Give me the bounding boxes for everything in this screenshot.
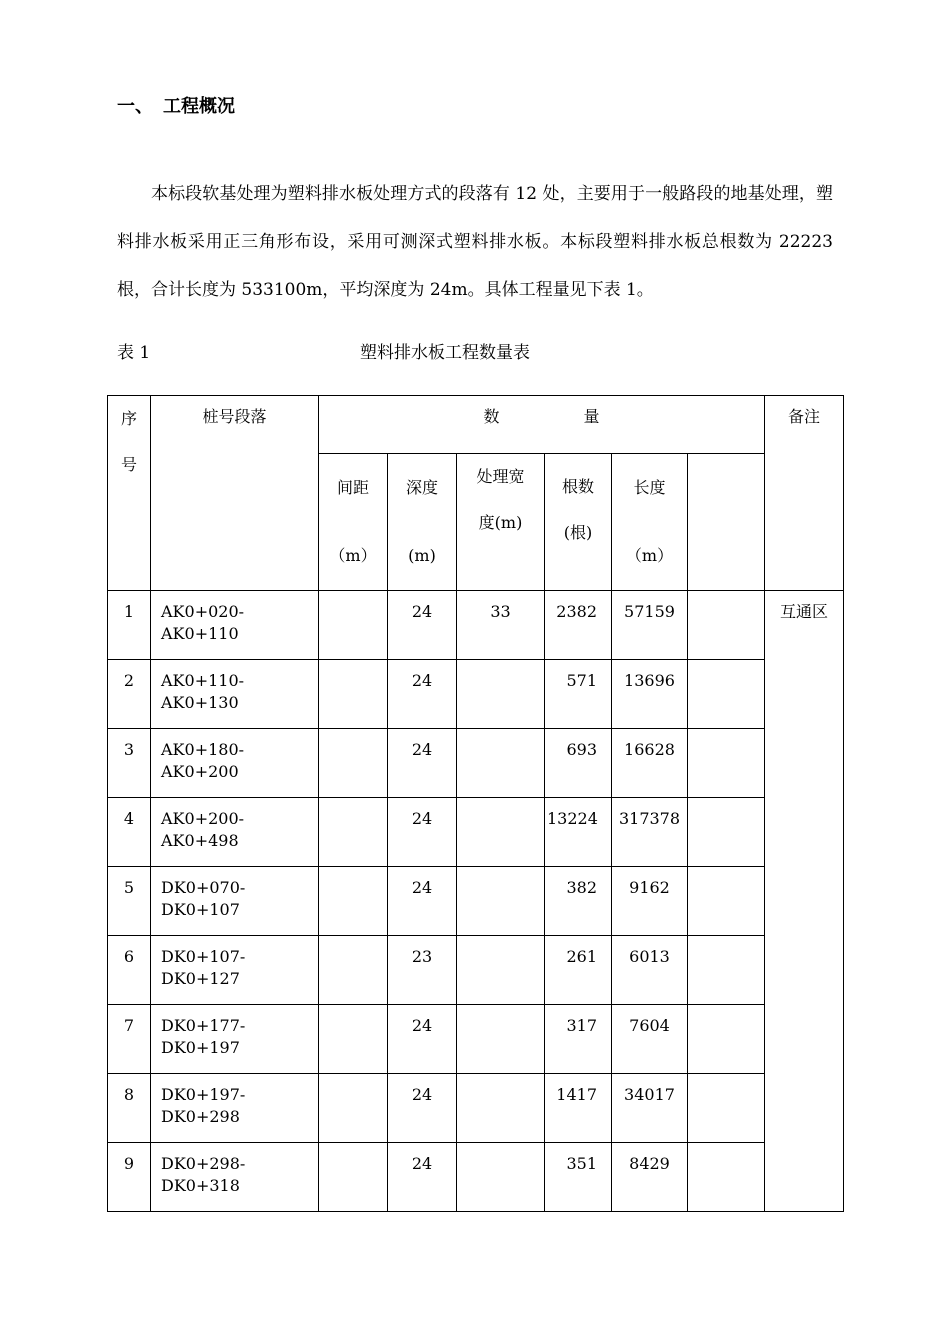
cell-seq: 8: [108, 1074, 151, 1143]
cell-station: DK0+070-DK0+107: [151, 867, 319, 936]
cell-width: [457, 660, 545, 729]
cell-extra: [688, 729, 765, 798]
table-title: 塑料排水板工程数量表: [360, 343, 530, 363]
cell-station: AK0+020-AK0+110: [151, 591, 319, 660]
cell-extra: [688, 798, 765, 867]
cell-depth: 24: [388, 1005, 457, 1074]
header-count: [545, 454, 612, 591]
header-depth-line2: (m): [408, 546, 436, 565]
cell-length: 9162: [612, 867, 688, 936]
header-width-line1: 处理宽: [476, 467, 525, 486]
header-spacing-line2: （m）: [329, 546, 377, 565]
cell-station: DK0+177-DK0+197: [151, 1005, 319, 1074]
cell-count: 571: [545, 660, 612, 729]
cell-extra: [688, 591, 765, 660]
header-seq: [108, 396, 151, 591]
section-title: 工程概况: [163, 96, 235, 117]
header-spacing-line1: 间距: [336, 478, 369, 497]
header-row-1: [108, 396, 844, 454]
cell-count: 2382: [545, 591, 612, 660]
table-row: [108, 1143, 844, 1212]
table-row: [108, 660, 844, 729]
header-length: [612, 454, 688, 591]
table-row: [108, 798, 844, 867]
header-width-line2: 度(m): [478, 513, 523, 532]
cell-length: 6013: [612, 936, 688, 1005]
cell-depth: 24: [388, 1074, 457, 1143]
cell-extra: [688, 936, 765, 1005]
header-spacing: [319, 454, 388, 591]
cell-seq: 2: [108, 660, 151, 729]
cell-depth: 24: [388, 1143, 457, 1212]
table-label: 表 1: [117, 343, 151, 363]
header-count-line1: 根数: [561, 477, 594, 496]
overview-paragraph: [117, 170, 833, 314]
cell-length: 13696: [612, 660, 688, 729]
cell-depth: 24: [388, 660, 457, 729]
cell-length: 8429: [612, 1143, 688, 1212]
cell-length: 7604: [612, 1005, 688, 1074]
cell-depth: 24: [388, 729, 457, 798]
cell-spacing: [319, 660, 388, 729]
cell-depth: 24: [388, 798, 457, 867]
cell-count: 693: [545, 729, 612, 798]
cell-seq: 7: [108, 1005, 151, 1074]
header-width: [457, 454, 545, 591]
header-extra: [688, 454, 765, 591]
cell-seq: 6: [108, 936, 151, 1005]
cell-length: 16628: [612, 729, 688, 798]
cell-width: [457, 729, 545, 798]
cell-depth: 24: [388, 867, 457, 936]
header-station: 桩号段落: [151, 396, 319, 591]
cell-width: [457, 1005, 545, 1074]
cell-spacing: [319, 936, 388, 1005]
cell-depth: 24: [388, 591, 457, 660]
cell-length: 317378: [612, 798, 688, 867]
cell-count: 1417: [545, 1074, 612, 1143]
header-depth: [388, 454, 457, 591]
cell-station: DK0+298-DK0+318: [151, 1143, 319, 1212]
cell-remark: 互通区: [765, 591, 844, 1212]
cell-extra: [688, 1005, 765, 1074]
header-quantity: [319, 396, 765, 454]
overview-text: 本标段软基处理为塑料排水板处理方式的段落有 12 处，主要用于一般路段的地基处理，塑料排水板采用正三角形布设，采用可测深式塑料排水板。本标段塑料排水板总根数为 22223 根，合计长度为 533100m，平均深度为 24m。具体工程量见下表 1。: [117, 184, 833, 300]
header-length-line1: 长度: [633, 478, 666, 497]
cell-station: AK0+200-AK0+498: [151, 798, 319, 867]
cell-count: 13224: [545, 798, 612, 867]
cell-seq: 4: [108, 798, 151, 867]
cell-seq: 9: [108, 1143, 151, 1212]
header-seq-line2: 号: [120, 455, 137, 474]
table-row: [108, 729, 844, 798]
header-length-line2: （m）: [625, 546, 674, 565]
cell-count: 317: [545, 1005, 612, 1074]
cell-depth: 23: [388, 936, 457, 1005]
header-depth-line1: 深度: [405, 478, 438, 497]
cell-spacing: [319, 591, 388, 660]
cell-width: [457, 1143, 545, 1212]
cell-spacing: [319, 1143, 388, 1212]
section-number: 一、: [117, 96, 153, 117]
cell-width: 33: [457, 591, 545, 660]
cell-extra: [688, 1074, 765, 1143]
section-heading: [117, 92, 235, 118]
cell-seq: 5: [108, 867, 151, 936]
header-seq-line1: 序: [120, 409, 137, 428]
cell-spacing: [319, 1005, 388, 1074]
header-quantity-part2: 量: [583, 407, 600, 426]
cell-station: DK0+107-DK0+127: [151, 936, 319, 1005]
cell-extra: [688, 660, 765, 729]
cell-width: [457, 936, 545, 1005]
cell-station: AK0+180-AK0+200: [151, 729, 319, 798]
header-count-line2: (根): [563, 523, 593, 542]
cell-extra: [688, 867, 765, 936]
cell-length: 34017: [612, 1074, 688, 1143]
cell-spacing: [319, 867, 388, 936]
cell-station: DK0+197-DK0+298: [151, 1074, 319, 1143]
cell-width: [457, 867, 545, 936]
cell-seq: 3: [108, 729, 151, 798]
cell-count: 351: [545, 1143, 612, 1212]
table-row: [108, 936, 844, 1005]
table-row: [108, 1074, 844, 1143]
cell-width: [457, 1074, 545, 1143]
cell-count: 261: [545, 936, 612, 1005]
cell-spacing: [319, 798, 388, 867]
header-quantity-part1: 数: [483, 407, 500, 426]
table-row: [108, 1005, 844, 1074]
cell-count: 382: [545, 867, 612, 936]
cell-spacing: [319, 729, 388, 798]
cell-extra: [688, 1143, 765, 1212]
cell-spacing: [319, 1074, 388, 1143]
header-remark: 备注: [765, 396, 844, 591]
cell-seq: 1: [108, 591, 151, 660]
quantity-table: [107, 395, 844, 1212]
table-row: [108, 591, 844, 660]
cell-width: [457, 798, 545, 867]
cell-station: AK0+110-AK0+130: [151, 660, 319, 729]
cell-length: 57159: [612, 591, 688, 660]
table-row: [108, 867, 844, 936]
